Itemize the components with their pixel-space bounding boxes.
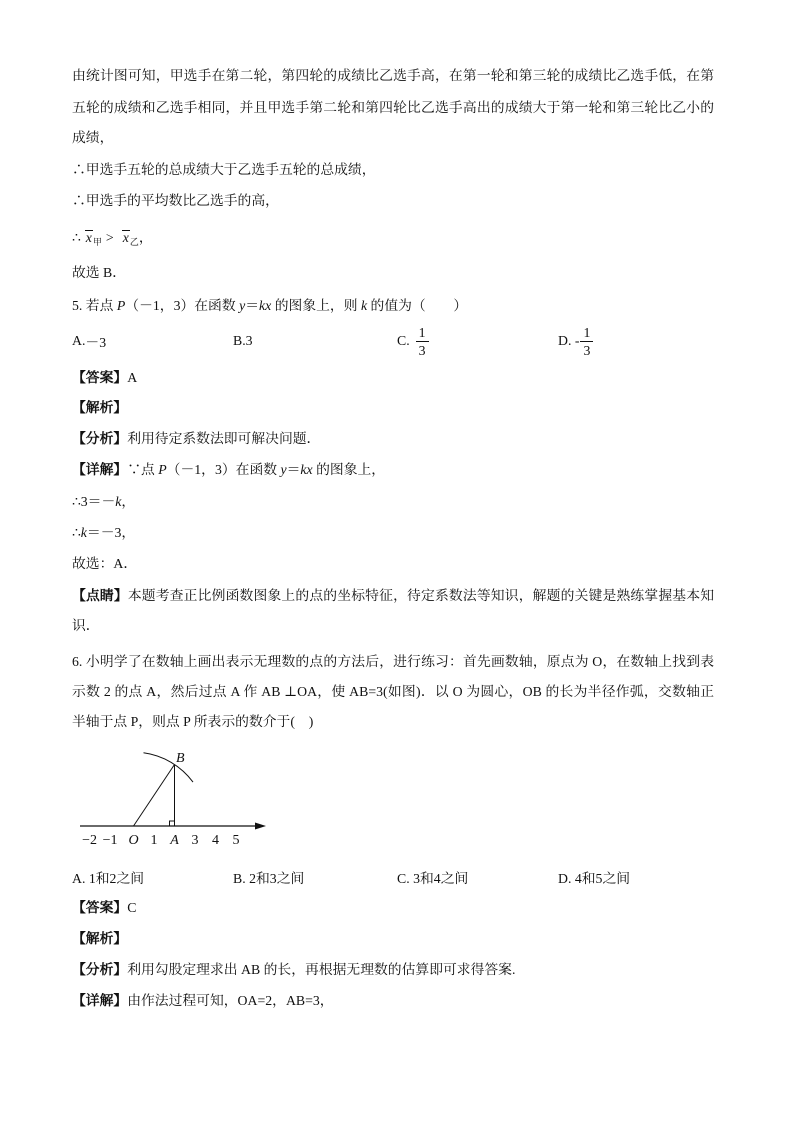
q5-step-1-end: ， [121, 494, 136, 509]
q5-xiangjie [72, 461, 385, 479]
q5-step-1-pre: ∴3＝－ [72, 494, 116, 509]
q5-stem-k: k [360, 298, 368, 313]
q6-options [0, 857, 794, 897]
q5-option-b-label: B. [233, 333, 246, 348]
mean-var-b: x [122, 230, 129, 245]
q5-step-2 [72, 524, 135, 542]
q6-stem-line-3: 半轴于点 P，则点 P 所表示的数介于( ) [72, 714, 314, 729]
q5-dianjing-cont: 识． [72, 618, 100, 633]
q6-analysis-heading [72, 930, 127, 948]
prev-line-1: 由统计图可知，甲选手在第二轮，第四轮的成绩比乙选手高，在第一轮和第三轮的成绩比乙选手低，在第 [72, 68, 714, 83]
q5-xiangjie-point: P [158, 462, 167, 477]
axis-arrow-icon [255, 823, 266, 830]
q6-option-a: A. 1和2之间 [72, 871, 145, 886]
q6-option-c: C. 3和4之间 [397, 871, 469, 886]
q5-xiangjie-y: y [280, 462, 287, 477]
q6-answer-text: C [127, 900, 137, 915]
q5-option-c-denominator: 3 [418, 342, 426, 358]
q5-step-1-k: k [115, 494, 122, 509]
q5-xiangjie-kx: kx [300, 462, 313, 477]
q6-fenxi-tag: 【分析】 [72, 962, 128, 977]
q5-choice: 故选：A． [72, 556, 138, 571]
q5-dianjing-text: 本题考查正比例函数图象上的点的坐标特征，待定系数法等知识，解题的关键是熟练掌握基本知 [127, 588, 715, 603]
q6-answer-tag: 【答案】 [72, 900, 128, 915]
q5-option-a-label: A. [72, 333, 86, 348]
q5-option-d-numerator: 1 [580, 324, 593, 342]
q5-option-d-fraction [580, 324, 593, 359]
prev-line-3: 成绩， [72, 130, 114, 145]
q5-xiangjie-end: 的图象上， [312, 462, 386, 477]
q6-answer [72, 899, 136, 917]
q5-option-a [72, 321, 106, 361]
q5-option-c-numerator: 1 [416, 324, 429, 342]
axis-label-1: 1 [150, 833, 158, 848]
axis-label-neg1: −1 [102, 833, 118, 848]
axis-label-neg2: −2 [82, 833, 97, 848]
q6-option-b: B. 2和3之间 [233, 871, 305, 886]
q5-answer-text: A [127, 370, 138, 385]
axis-label-3: 3 [191, 833, 199, 848]
q5-stem-kx: kx [259, 298, 272, 313]
q5-option-d-label: D. - [558, 333, 580, 348]
mean-sub-b: 乙 [129, 237, 139, 247]
q6-stem-line-1: 6. 小明学了在数轴上画出表示无理数的点的方法后，进行练习：首先画数轴，原点为 O，在数轴上找到表 [72, 654, 714, 669]
q5-analysis-tag: 【解析】 [72, 400, 128, 415]
prev-line-4: ∴甲选手五轮的总成绩大于乙选手五轮的总成绩， [72, 162, 376, 177]
q5-stem-eq: ＝ [245, 298, 260, 313]
q5-xiangjie-eq: ＝ [286, 462, 301, 477]
q6-option-d: D. 4和5之间 [558, 871, 631, 886]
number-line-figure [72, 740, 272, 852]
q5-fenxi [72, 430, 320, 448]
axis-label-5: 5 [232, 833, 240, 848]
mean-sub-a: 甲 [92, 237, 102, 247]
q5-stem-point: P [116, 298, 126, 313]
right-angle-mark [170, 821, 175, 826]
q6-xiangjie-text: 由作法过程可知，OA=2，AB=3， [127, 993, 334, 1008]
q5-step-1 [72, 493, 135, 511]
q5-options [0, 321, 794, 361]
therefore-symbol: ∴ [72, 230, 81, 245]
q5-stem-y: y [239, 298, 246, 313]
q6-analysis-tag: 【解析】 [72, 931, 128, 946]
q5-xiangjie-tag: 【详解】 [72, 462, 128, 477]
axis-label-4: 4 [212, 833, 219, 848]
q5-dianjing-tag: 【点睛】 [72, 588, 128, 603]
q5-xiangjie-coords: （－1，3）在函数 [166, 462, 281, 477]
q5-stem [72, 297, 467, 315]
prev-line-5: ∴甲选手的平均数比乙选手的高， [72, 193, 279, 208]
mean-var-a: x [85, 230, 92, 245]
q6-stem-line-2: 示数 2 的点 A，然后过点 A 作 AB ⊥OA，使 AB=3(如图)．以 O 为圆心，OB 的长为半径作弧，交数轴正 [72, 684, 714, 699]
mean-tail: ， [138, 230, 153, 245]
segment-ob [134, 765, 175, 827]
q5-stem-num: 5. 若点 [72, 298, 117, 313]
mean-comparison [72, 229, 153, 251]
arc-radius-ob [144, 753, 194, 782]
relation-symbol: > [105, 230, 114, 245]
q5-option-c [397, 321, 429, 361]
prev-line-2: 五轮的成绩和乙选手相同，并且甲选手第二轮和第四轮比乙选手高出的成绩大于第一轮和第三轮比乙小的 [72, 100, 714, 115]
q5-stem-end: 的值为（ ） [367, 298, 468, 313]
q5-step-2-end: ＝－3， [86, 525, 136, 540]
q5-option-d [558, 321, 593, 361]
q6-fenxi-text: 利用勾股定理求出 AB 的长，再根据无理数的估算即可求得答案. [127, 962, 516, 977]
q5-stem-mid: 的图象上，则 [271, 298, 361, 313]
q5-option-d-denominator: 3 [583, 342, 591, 358]
q5-answer [72, 369, 137, 387]
q5-option-c-fraction [416, 324, 429, 359]
q5-fenxi-tag: 【分析】 [72, 431, 128, 446]
q5-option-a-value: －3 [85, 335, 107, 350]
q5-fenxi-text: 利用待定系数法即可解决问题． [127, 431, 321, 446]
axis-label-origin: O [128, 833, 139, 848]
q5-stem-coords: （－1，3）在函数 [125, 298, 240, 313]
q5-analysis-heading [72, 399, 127, 417]
label-point-b: B [176, 751, 185, 766]
q5-option-c-label: C. [397, 333, 410, 348]
q5-step-2-k: k [80, 525, 87, 540]
q6-xiangjie-tag: 【详解】 [72, 993, 128, 1008]
q5-step-2-pre: ∴ [72, 525, 81, 540]
q6-fenxi [72, 961, 515, 979]
prev-conclusion: 故选 B． [72, 265, 127, 280]
q6-xiangjie [72, 992, 334, 1010]
q5-xiangjie-pre: ∵点 [127, 462, 159, 477]
q5-option-b [233, 321, 253, 361]
axis-label-point-a: A [170, 833, 179, 848]
q5-dianjing [72, 587, 714, 605]
q5-answer-tag: 【答案】 [72, 370, 128, 385]
q5-option-b-value: 3 [245, 333, 253, 348]
